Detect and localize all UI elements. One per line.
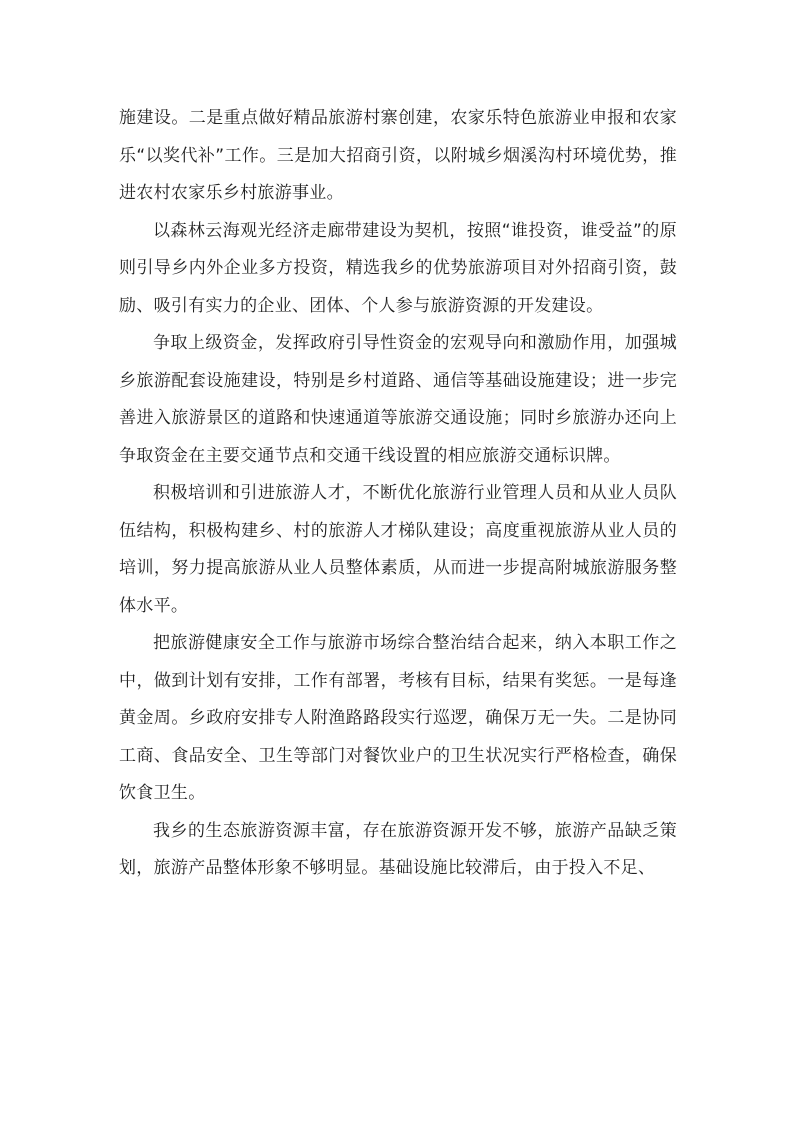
paragraph-4: 积极培训和引进旅游人才，不断优化旅游行业管理人员和从业人员队伍结构，积极构建乡、村的旅游人才梯队建设；高度重视旅游从业人员的培训，努力提高旅游从业人员整体素质，从而进一步提高附城旅游服务整体水平。 [119, 483, 677, 616]
paragraph-6: 我乡的生态旅游资源丰富，存在旅游资源开发不够，旅游产品缺乏策划，旅游产品整体形象不够明显。基础设施比较滞后，由于投入不足、 [119, 820, 677, 878]
paragraph-3: 争取上级资金，发挥政府引导性资金的宏观导向和激励作用，加强城乡旅游配套设施建设，特别是乡村道路、通信等基础设施建设；进一步完善进入旅游景区的道路和快速通道等旅游交通设施；同时乡旅游办还向上争取资金在主要交通节点和交通干线设置的相应旅游交通标识牌。 [119, 333, 677, 466]
paragraph-5: 把旅游健康安全工作与旅游市场综合整治结合起来，纳入本职工作之中，做到计划有安排，工作有部署，考核有目标，结果有奖惩。一是每逢黄金周。乡政府安排专人附渔路路段实行巡逻，确保万无一失。二是协同工商、食品安全、卫生等部门对餐饮业户的卫生状况实行严格检查，确保饮食卫生。 [119, 633, 677, 803]
document-body [119, 100, 677, 888]
paragraph-2: 以森林云海观光经济走廊带建设为契机，按照“谁投资，谁受益”的原则引导乡内外企业多方投资，精选我乡的优势旅游项目对外招商引资，鼓励、吸引有实力的企业、团体、个人参与旅游资源的开发建设。 [119, 220, 677, 316]
paragraph-1: 施建设。二是重点做好精品旅游村寨创建，农家乐特色旅游业申报和农家乐“以奖代补”工作。三是加大招商引资，以附城乡烟溪沟村环境优势，推进农村农家乐乡村旅游事业。 [119, 108, 677, 203]
